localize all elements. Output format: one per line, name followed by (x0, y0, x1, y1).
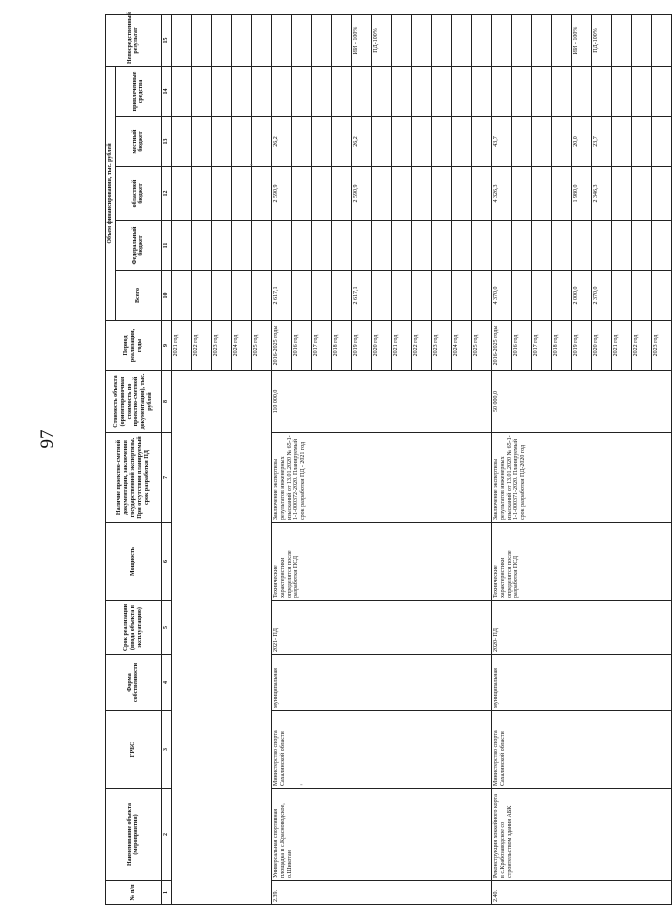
result-cell (271, 15, 291, 67)
value-cell (211, 67, 231, 117)
local-cell (511, 117, 531, 167)
header-n: № п/п (106, 881, 162, 905)
header-regional: областной бюджет (115, 167, 161, 221)
value-cell (251, 167, 271, 221)
period-cell: 2016 год (511, 321, 531, 371)
period-cell: 2019 год (571, 321, 591, 371)
grbs-cell: Министерство спорта Сахалинской области (271, 711, 491, 789)
attracted-cell (391, 67, 411, 117)
column-number-cell: 14 (161, 67, 171, 117)
federal-cell (271, 221, 291, 271)
value-cell (231, 167, 251, 221)
total-cell (371, 271, 391, 321)
total-cell: 2 617,1 (271, 271, 291, 321)
regional-cell (631, 167, 651, 221)
attracted-cell (331, 67, 351, 117)
result-cell (531, 15, 551, 67)
record-number: 2.39. (271, 881, 491, 905)
header-psd: Наличие проектно-сметной документации, заключения государственной экспертизы. При отсутствии планируемый срок разработки ПД (106, 433, 162, 523)
local-cell: 20,0 (571, 117, 591, 167)
regional-cell (511, 167, 531, 221)
local-cell (291, 117, 311, 167)
page-number: 97 (37, 429, 58, 449)
result-cell (331, 15, 351, 67)
period-cell: 2017 год (531, 321, 551, 371)
period-cell: 2020 год (591, 321, 611, 371)
column-number-cell: 8 (161, 371, 171, 433)
psd-cell: Заключение экспертизы результатов инженерных изысканий от 13.01.2020 № 65-1-1-1-000371-2020. Планируемый срок разработки ПД-2020 год (491, 433, 671, 523)
result-cell: ИИ - 100% (571, 15, 591, 67)
period-cell: 2023 год (651, 321, 671, 371)
result-cell (551, 15, 571, 67)
regional-cell (551, 167, 571, 221)
federal-cell (371, 221, 391, 271)
value-cell (211, 271, 231, 321)
regional-cell (411, 167, 431, 221)
ownership-cell: муниципальная (491, 655, 671, 711)
regional-cell: 2 590,9 (271, 167, 291, 221)
column-number-cell: 10 (161, 271, 171, 321)
local-cell (631, 117, 651, 167)
column-number-cell: 2 (161, 789, 171, 881)
regional-cell (371, 167, 391, 221)
federal-cell (591, 221, 611, 271)
continuation-cell (171, 371, 271, 905)
capacity-cell: Технические характеристики определятся после разработки ПСД (491, 523, 671, 601)
header-ownership: Форма собственности (106, 655, 162, 711)
attracted-cell (571, 67, 591, 117)
local-cell (311, 117, 331, 167)
header-attracted: привлеченные средства (115, 67, 161, 117)
total-cell (631, 271, 651, 321)
period-cell: 2017 год (311, 321, 331, 371)
local-cell: 23,7 (591, 117, 611, 167)
header-federal: Федеральный бюджет (115, 221, 161, 271)
value-cell (191, 15, 211, 67)
regional-cell (431, 167, 451, 221)
regional-cell: 4 326,3 (491, 167, 511, 221)
regional-cell: 2 590,9 (351, 167, 371, 221)
total-cell (411, 271, 431, 321)
header-total: Всего (115, 271, 161, 321)
local-cell (651, 117, 671, 167)
federal-cell (391, 221, 411, 271)
local-cell (551, 117, 571, 167)
total-cell (451, 271, 471, 321)
attracted-cell (351, 67, 371, 117)
table-header (106, 12, 162, 905)
result-cell (291, 15, 311, 67)
total-cell (551, 271, 571, 321)
column-number-cell: 9 (161, 321, 171, 371)
local-cell (411, 117, 431, 167)
value-cell (211, 167, 231, 221)
funding-table (105, 14, 672, 905)
period-cell: 2025 год (471, 321, 491, 371)
attracted-cell (271, 67, 291, 117)
attracted-cell (311, 67, 331, 117)
period-cell: 2024 год (231, 321, 251, 371)
total-cell (431, 271, 451, 321)
regional-cell (531, 167, 551, 221)
cost-cell: 50 000,0 (491, 371, 671, 433)
value-cell (171, 221, 191, 271)
period-cell: 2016-2025 годы (271, 321, 291, 371)
attracted-cell (511, 67, 531, 117)
cost-cell: 110 000,0 (271, 371, 491, 433)
federal-cell (411, 221, 431, 271)
value-cell (251, 117, 271, 167)
period-cell: 2022 год (191, 321, 211, 371)
value-cell (231, 67, 251, 117)
regional-cell: 2 346,3 (591, 167, 611, 221)
column-numbers-row (161, 15, 171, 905)
period-cell: 2022 год (411, 321, 431, 371)
local-cell (431, 117, 451, 167)
local-cell (371, 117, 391, 167)
attracted-cell (611, 67, 631, 117)
federal-cell (631, 221, 651, 271)
attracted-cell (551, 67, 571, 117)
result-cell (631, 15, 651, 67)
period-cell: 2019 год (351, 321, 371, 371)
result-cell (511, 15, 531, 67)
federal-cell (571, 221, 591, 271)
period-cell: 2016 год (291, 321, 311, 371)
regional-cell (391, 167, 411, 221)
result-cell: ИИ - 100% (351, 15, 371, 67)
column-number-cell: 6 (161, 523, 171, 601)
header-funding: Объем финансирования, тыс. рублей (106, 67, 116, 321)
header-period: Период реализации, годы (106, 321, 162, 371)
value-cell (251, 67, 271, 117)
psd-cell: Заключение экспертизы результатов инженерных изысканий от 13.01.2020 № 65-1-1-1-000372-2020. Планируемый срок разработки ПД - 2021 год (271, 433, 491, 523)
total-cell (291, 271, 311, 321)
result-cell (651, 15, 671, 67)
term-cell: 2020- ПД (491, 601, 671, 655)
total-cell (651, 271, 671, 321)
column-number-cell: 5 (161, 601, 171, 655)
period-cell: 2021 год (611, 321, 631, 371)
local-cell (611, 117, 631, 167)
column-number-cell: 12 (161, 167, 171, 221)
term-cell: 2021- ПД (271, 601, 491, 655)
regional-cell (611, 167, 631, 221)
period-cell: 2016-2025 годы (491, 321, 511, 371)
value-cell (231, 221, 251, 271)
period-cell: 2020 год (371, 321, 391, 371)
column-number-cell: 7 (161, 433, 171, 523)
result-cell (491, 15, 511, 67)
period-cell: 2023 год (211, 321, 231, 371)
value-cell (171, 271, 191, 321)
federal-cell (311, 221, 331, 271)
regional-cell (451, 167, 471, 221)
value-cell (211, 221, 231, 271)
regional-cell (291, 167, 311, 221)
attracted-cell (431, 67, 451, 117)
table-row (171, 15, 191, 905)
period-cell: 2021 год (171, 321, 191, 371)
total-cell: 2 617,1 (351, 271, 371, 321)
federal-cell (451, 221, 471, 271)
federal-cell (331, 221, 351, 271)
local-cell (531, 117, 551, 167)
attracted-cell (531, 67, 551, 117)
result-cell (411, 15, 431, 67)
header-cost: Стоимость объекта (ориентировочная стоимость по проектно-сметной документации), тыс. рублей (106, 371, 162, 433)
capacity-cell: Технические характеристики определятся после разработки ПСД (271, 523, 491, 601)
value-cell (171, 117, 191, 167)
regional-cell (471, 167, 491, 221)
object-name: Реконструкция хоккейного корта в с.Крабозаводское со строительством здания АБК (491, 789, 671, 881)
column-number-cell: 11 (161, 221, 171, 271)
value-cell (171, 167, 191, 221)
header-name: Наименование объекта (мероприятия) (106, 789, 162, 881)
period-cell: 2022 год (631, 321, 651, 371)
value-cell (211, 15, 231, 67)
column-number-cell: 4 (161, 655, 171, 711)
total-cell: 4 370,0 (491, 271, 511, 321)
federal-cell (511, 221, 531, 271)
period-cell: 2023 год (431, 321, 451, 371)
local-cell (331, 117, 351, 167)
value-cell (191, 67, 211, 117)
attracted-cell (371, 67, 391, 117)
regional-cell (331, 167, 351, 221)
federal-cell (651, 221, 671, 271)
object-name: Универсальная спортивная площадка в с.Красноводское, о.Шикотан (271, 789, 491, 881)
table-row (491, 15, 511, 905)
attracted-cell (471, 67, 491, 117)
header-term: Срок реализации (ввода объекта в эксплуатацию) (106, 601, 162, 655)
federal-cell (611, 221, 631, 271)
total-cell: 2 370,0 (591, 271, 611, 321)
value-cell (191, 221, 211, 271)
federal-cell (431, 221, 451, 271)
attracted-cell (411, 67, 431, 117)
federal-cell (491, 221, 511, 271)
value-cell (251, 15, 271, 67)
attracted-cell (491, 67, 511, 117)
federal-cell (471, 221, 491, 271)
total-cell (611, 271, 631, 321)
value-cell (191, 167, 211, 221)
total-cell (531, 271, 551, 321)
result-cell (391, 15, 411, 67)
column-number-cell: 1 (161, 881, 171, 905)
regional-cell (311, 167, 331, 221)
federal-cell (551, 221, 571, 271)
value-cell (231, 271, 251, 321)
period-cell: 2025 год (251, 321, 271, 371)
result-cell: ПД-100% (371, 15, 391, 67)
federal-cell (531, 221, 551, 271)
regional-cell (651, 167, 671, 221)
local-cell (451, 117, 471, 167)
result-cell (471, 15, 491, 67)
value-cell (171, 15, 191, 67)
value-cell (171, 67, 191, 117)
period-cell: 2024 год (451, 321, 471, 371)
period-cell: 2021 год (391, 321, 411, 371)
federal-cell (351, 221, 371, 271)
table-row (271, 15, 291, 905)
attracted-cell (451, 67, 471, 117)
local-cell: 26,2 (271, 117, 291, 167)
local-cell: 43,7 (491, 117, 511, 167)
total-cell (331, 271, 351, 321)
document-sheet (105, 12, 659, 905)
scan-mark: - (300, 780, 303, 789)
local-cell (471, 117, 491, 167)
regional-cell: 1 980,0 (571, 167, 591, 221)
table-body (161, 15, 671, 905)
header-grbs: ГРБС (106, 711, 162, 789)
column-number-cell: 15 (161, 15, 171, 67)
local-cell (391, 117, 411, 167)
attracted-cell (591, 67, 611, 117)
period-cell: 2018 год (331, 321, 351, 371)
result-cell (311, 15, 331, 67)
column-number-cell: 3 (161, 711, 171, 789)
value-cell (251, 271, 271, 321)
value-cell (251, 221, 271, 271)
result-cell (431, 15, 451, 67)
total-cell (511, 271, 531, 321)
scan-mark: - (250, 160, 253, 169)
record-number: 2.40. (491, 881, 671, 905)
value-cell (211, 117, 231, 167)
header-capacity: Мощность (106, 523, 162, 601)
total-cell (391, 271, 411, 321)
header-result: Непосредственный результат (106, 15, 162, 67)
total-cell: 2 000,0 (571, 271, 591, 321)
grbs-cell: Министерство спорта Сахалинской области (491, 711, 671, 789)
column-number-cell: 13 (161, 117, 171, 167)
total-cell (311, 271, 331, 321)
attracted-cell (631, 67, 651, 117)
local-cell: 26,2 (351, 117, 371, 167)
ownership-cell: муниципальная (271, 655, 491, 711)
value-cell (231, 15, 251, 67)
result-cell (451, 15, 471, 67)
result-cell: ПД-100% (591, 15, 611, 67)
result-cell (611, 15, 631, 67)
attracted-cell (291, 67, 311, 117)
federal-cell (291, 221, 311, 271)
attracted-cell (651, 67, 671, 117)
value-cell (191, 271, 211, 321)
total-cell (471, 271, 491, 321)
period-cell: 2018 год (551, 321, 571, 371)
header-local: местный бюджет (115, 117, 161, 167)
value-cell (191, 117, 211, 167)
value-cell (231, 117, 251, 167)
